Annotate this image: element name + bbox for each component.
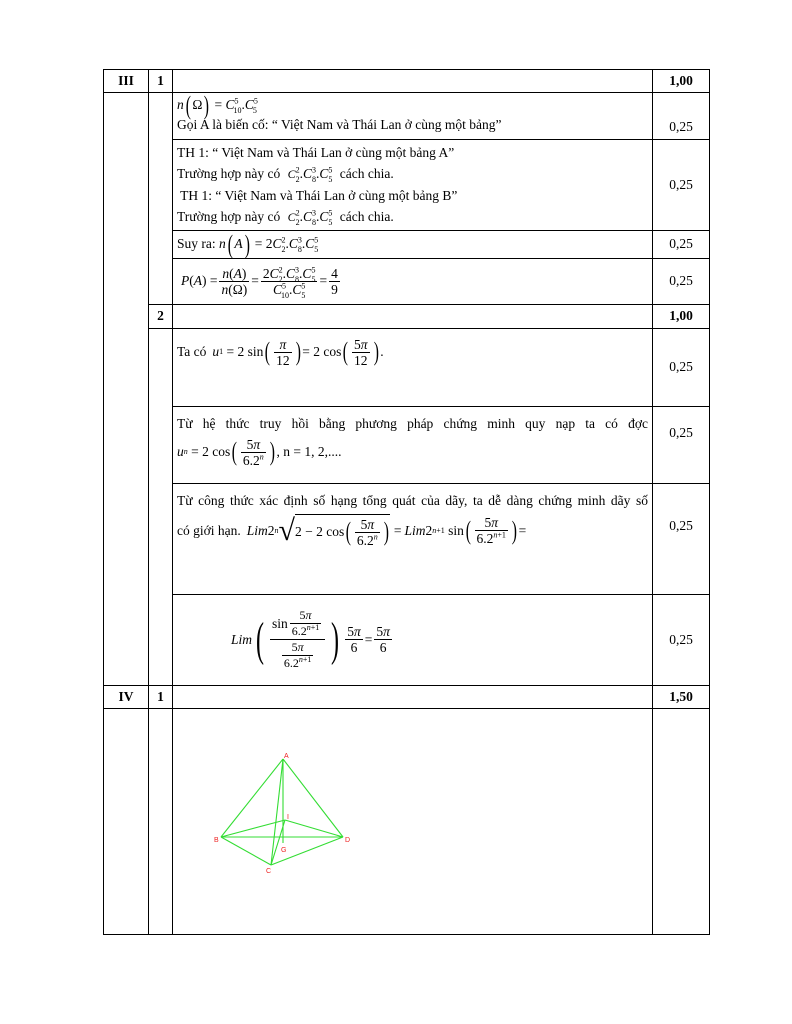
label-c: C: [266, 867, 272, 875]
part-score: 1,50: [653, 685, 710, 708]
part-spacer: [149, 328, 173, 685]
answer-step: [173, 258, 653, 304]
section-spacer: [104, 708, 149, 934]
answer-step: [173, 140, 653, 231]
answer-step: [173, 406, 653, 483]
step-score: 0,25: [653, 93, 710, 140]
label-b: B: [214, 836, 219, 844]
section-label: IV: [104, 685, 149, 708]
step-score: 0,25: [653, 483, 710, 594]
answer-text: TH 1: “ Việt Nam và Thái Lan ở cùng một bảng A”: [177, 145, 455, 160]
step-score: 0,25: [653, 406, 710, 483]
part-number: 2: [149, 304, 173, 328]
formula-un: u n = 2 cos ( $\frac{5\pi}{6.2^n}$ ) , n = 1, 2,....: [177, 436, 342, 468]
section-label: III: [104, 70, 149, 93]
edge-ad: [283, 759, 343, 837]
label-a: A: [284, 752, 289, 760]
answer-text: có giới hạn.: [177, 522, 241, 538]
step-score: 0,25: [653, 140, 710, 231]
answer-step: [173, 594, 653, 685]
label-d: D: [345, 836, 351, 844]
figure-cell: [173, 708, 653, 934]
formula-u1: Ta có u 1 = 2 sin ( $\frac{\pi}{12}$ ) = 2 cos ( $\frac{5\pi}{12}$ ) .: [177, 336, 384, 368]
part-number: 1: [149, 70, 173, 93]
answer-text: cách chia.: [339, 166, 394, 181]
answer-text: Trường hợp này có: [177, 166, 281, 181]
tetrahedron-figure: [193, 747, 393, 897]
answer-text: Suy ra:: [177, 236, 216, 251]
step-score: 0,25: [653, 328, 710, 406]
section-spacer: [104, 93, 149, 686]
answer-text: Lim: [231, 631, 253, 647]
case-count-line: Trường hợp này có $C^2_2.C^3_8.C^5_5$ cách chia.: [177, 208, 394, 227]
empty-score-cell: [653, 708, 710, 934]
case-count-line: Trường hợp này có $C^2_2.C^3_8.C^5_5$ cách chia.: [177, 165, 394, 184]
empty-cell: [173, 70, 653, 93]
part-spacer: [149, 708, 173, 934]
segment-id: [285, 820, 343, 837]
empty-cell: [173, 685, 653, 708]
label-g: G: [281, 846, 287, 854]
answer-text: Từ hệ thức truy hồi bằng phương pháp chứng minh quy nạp ta có đợc: [177, 415, 648, 431]
answer-text: Trường hợp này có: [177, 209, 281, 224]
step-score: 0,25: [653, 258, 710, 304]
answer-step: [173, 90, 653, 140]
step-score: 0,25: [653, 594, 710, 685]
part-score: 1,00: [653, 304, 710, 328]
answer-text: Gọi A là biến cố: “ Việt Nam và Thái Lan ở cùng một bảng”: [177, 116, 502, 132]
answer-text: Từ công thức xác định số hạng tổng quát của dãy, ta dễ dàng chứng minh dãy số: [177, 492, 648, 508]
answer-step: [173, 231, 653, 259]
formula-probability: P ( A ) = $\frac{n(A)}{n(\Omega)}$ = $\frac{2C^2_2.C^3_8.C^5_5}{C^5_{10}.C^5_5}$ = $\frac{4}{9}$: [181, 265, 338, 300]
step-score: 0,25: [653, 231, 710, 259]
label-i: I: [287, 813, 289, 821]
answer-table: [103, 69, 710, 935]
formula-n-omega: n( $\Omega) = C^5_{10}.C^5_5$: [177, 90, 258, 120]
answer-text: cách chia.: [339, 209, 394, 224]
answer-text: , n = 1, 2,....: [276, 444, 342, 460]
part-number: 1: [149, 685, 173, 708]
answer-text: Ta có: [177, 344, 207, 360]
answer-step: [173, 483, 653, 594]
edge-ab: [221, 759, 283, 837]
formula-final-limit: Lim ( sin $\frac{5\pi}{6.2^{n+1}}$ $\frac{5\pi}{6.2^{n+1}}$ ) $\frac{5\pi}{6}$ = $\frac{5\pi}{6}$: [231, 608, 390, 671]
formula-limit: có giới hạn. Lim 2 n √ 2 − 2 cos ( $\frac{5\pi}{6.2^n}$ ) = Lim 2 n+1 sin ( $\frac{5\pi}{6.2^{n+1}}$ ) =: [177, 513, 527, 548]
formula-n-a: n( $A) = 2C^2_2.C^3_8.C^5_5$: [219, 229, 319, 259]
answer-text: TH 1: “ Việt Nam và Thái Lan ở cùng một bảng B”: [177, 188, 458, 203]
empty-cell: [173, 304, 653, 328]
answer-step: [173, 328, 653, 406]
part-spacer: [149, 93, 173, 305]
part-score: 1,00: [653, 70, 710, 93]
edge-bc: [221, 837, 271, 865]
